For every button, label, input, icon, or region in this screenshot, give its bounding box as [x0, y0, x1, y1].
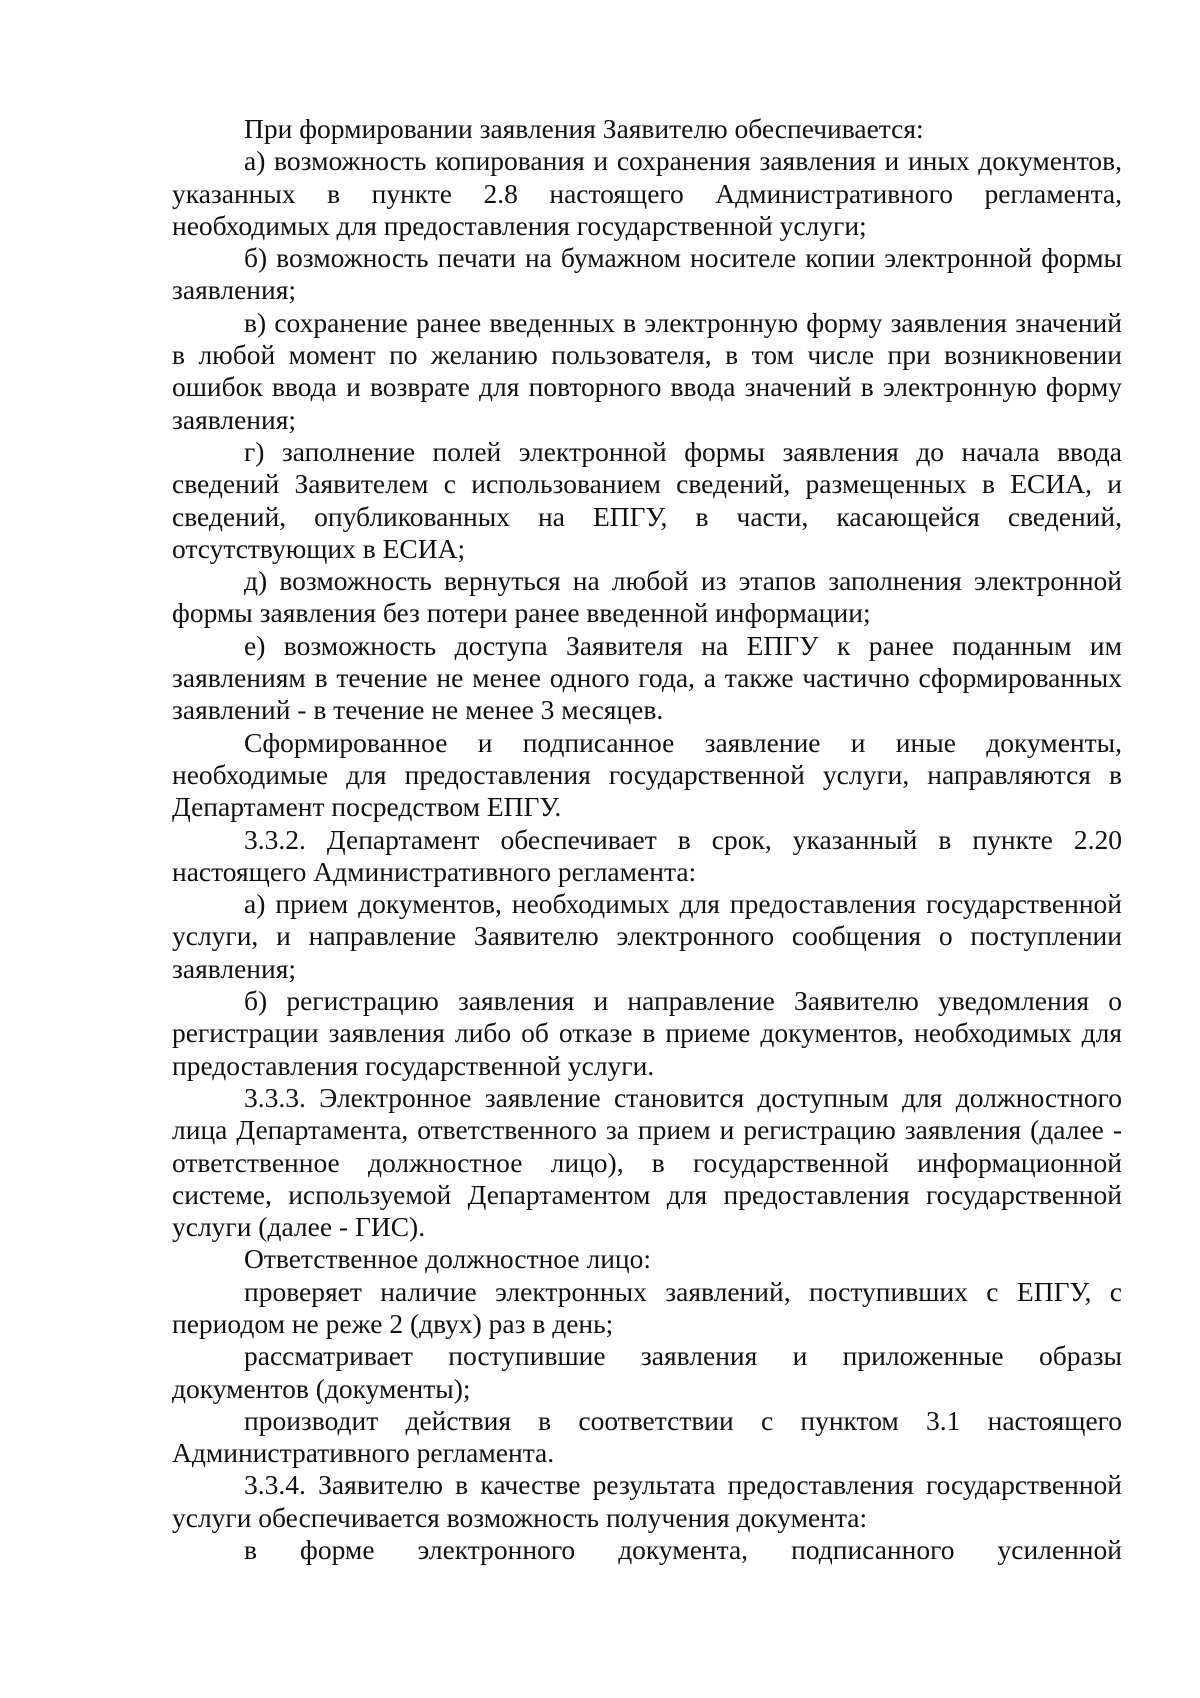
paragraph: проверяет наличие электронных заявлений, поступивших с ЕПГУ, с периодом не реже 2 (двух) раз в день;	[172, 1275, 1122, 1339]
paragraph: е) возможность доступа Заявителя на ЕПГУ к ранее поданным им заявлениям в течение не менее одного года, а также частично сформированных заявлений - в течение не менее 3 месяцев.	[172, 629, 1122, 726]
paragraph: а) прием документов, необходимых для предоставления государственной услуги, и направление Заявителю электронного сообщения о поступлении заявления;	[172, 888, 1122, 984]
paragraph: г) заполнение полей электронной формы заявления до начала ввода сведений Заявителем с использованием сведений, размещенных в ЕСИА, и сведений, опубликованных на ЕПГУ, в части, касающейся сведений, отсутствующих в ЕСИА;	[172, 435, 1122, 564]
paragraph: При формировании заявления Заявителю обеспечивается:	[244, 113, 924, 144]
paragraph: рассматривает поступившие заявления и приложенные образы документов (документы);	[172, 1340, 1122, 1404]
document-page	[172, 113, 1122, 1566]
paragraph: в) сохранение ранее введенных в электронную форму заявления значений в любой момент по желанию пользователя, в том числе при возникновении ошибок ввода и возврате для повторного ввода значений в электронную форму заявления;	[172, 306, 1122, 435]
paragraph: в форме электронного документа, подписанного усиленной	[244, 1534, 1122, 1566]
paragraph: д) возможность вернуться на любой из этапов заполнения электронной формы заявления без потери ранее введенной информации;	[172, 565, 1122, 629]
paragraph: б) регистрацию заявления и направление Заявителю уведомления о регистрации заявления либо об отказе в приеме документов, необходимых для предоставления государственной услуги.	[172, 985, 1122, 1081]
paragraph: Сформированное и подписанное заявление и иные документы, необходимые для предоставления государственной услуги, направляются в Департамент посредством ЕПГУ.	[172, 726, 1122, 823]
paragraph: 3.3.3. Электронное заявление становится доступным для должностного лица Департамента, ответственного за прием и регистрацию заявления (далее - ответственное должностное лицо), в государственной информационной системе, используемой Департаментом для предоставления государственной услуги (далее - ГИС).	[172, 1081, 1122, 1243]
paragraph: б) возможность печати на бумажном носителе копии электронной формы заявления;	[172, 242, 1122, 306]
paragraph: 3.3.4. Заявителю в качестве результата предоставления государственной услуги обеспечивается возможность получения документа:	[172, 1469, 1122, 1533]
paragraph: 3.3.2. Департамент обеспечивает в срок, указанный в пункте 2.20 настоящего Административного регламента:	[172, 823, 1122, 887]
paragraph: а) возможность копирования и сохранения заявления и иных документов, указанных в пункте 2.8 настоящего Административного регламента, необходимых для предоставления государственной услуги;	[172, 145, 1122, 241]
paragraph: Ответственное должностное лицо:	[244, 1243, 652, 1275]
paragraph: производит действия в соответствии с пунктом 3.1 настоящего Административного регламента.	[172, 1404, 1122, 1469]
